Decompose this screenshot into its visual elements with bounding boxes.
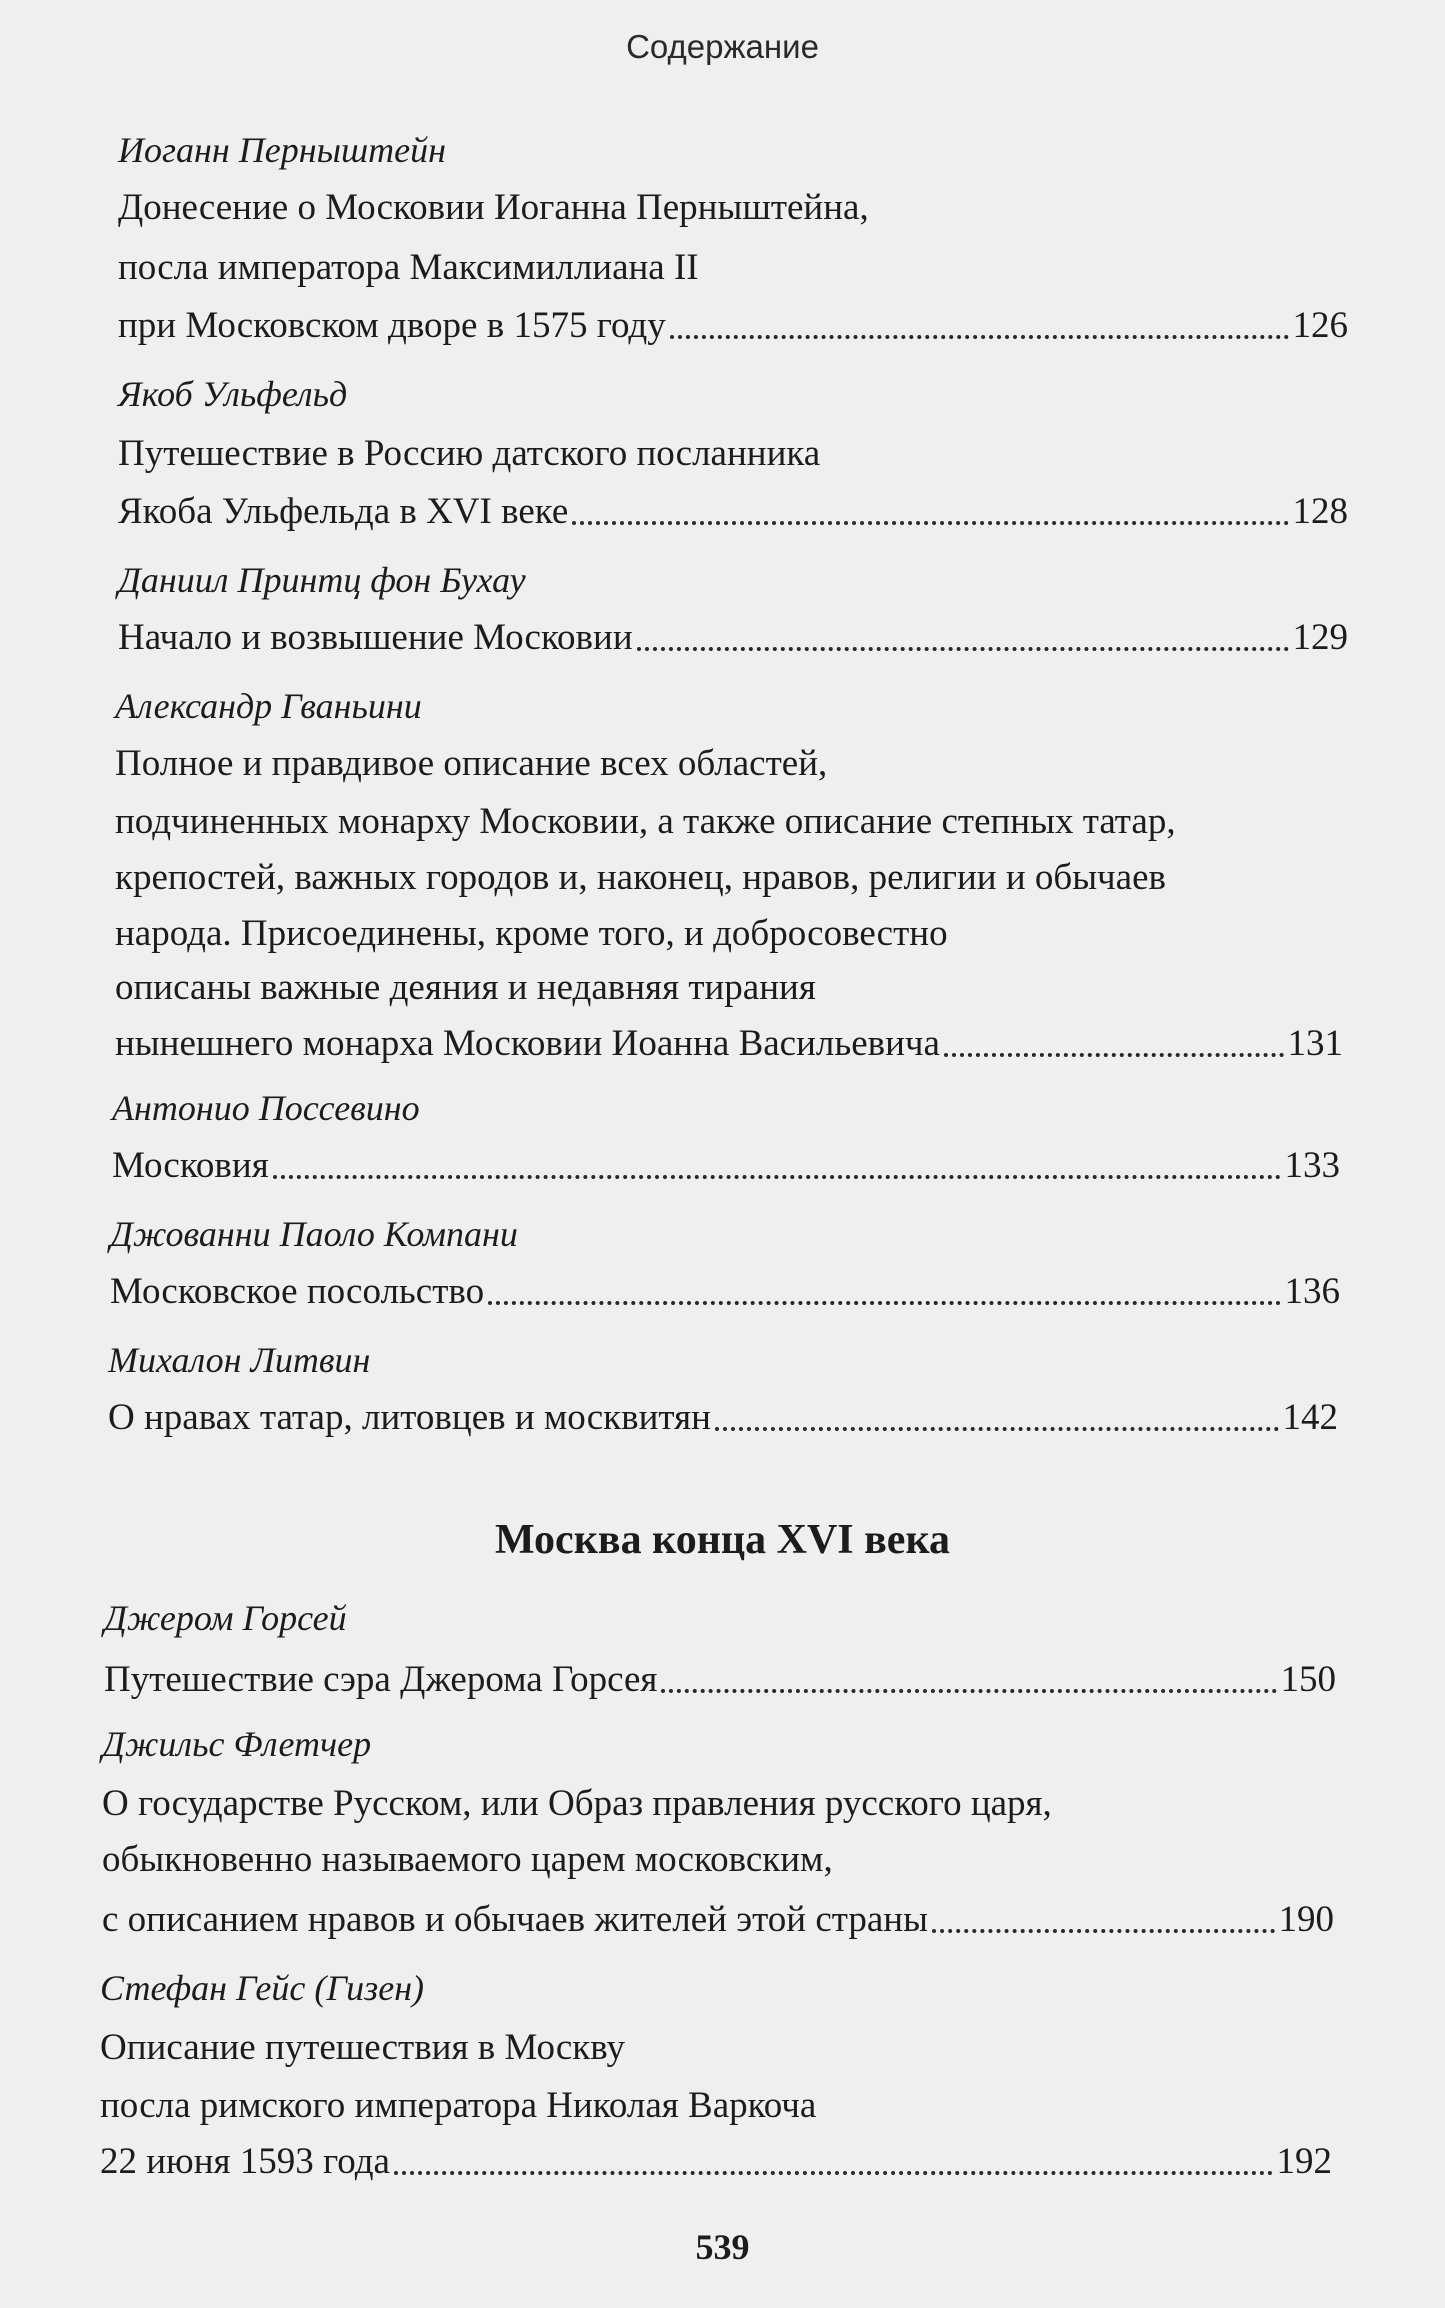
toc-entry: [118, 490, 1348, 534]
toc-title-line: при Московском дворе в 1575 году: [118, 305, 666, 346]
toc-entry: [115, 1022, 1343, 1066]
toc-title-line: О государстве Русском, или Образ правления русского царя,: [102, 1783, 1052, 1824]
toc-author: Александр Гваньини: [115, 686, 422, 726]
page-number: 539: [695, 2227, 750, 2267]
toc-title-line: обыкновенно называемого царем московским,: [102, 1839, 833, 1880]
toc-entry: [102, 1898, 1334, 1942]
toc-title-line: с описанием нравов и обычаев жителей этой страны: [102, 1899, 928, 1940]
section-heading: Москва конца XVI века: [494, 1517, 951, 1563]
toc-page-number: 126: [1292, 305, 1348, 346]
toc-title-line: крепостей, важных городов и, наконец, нравов, религии и обычаев: [115, 857, 1166, 898]
toc-entry: [118, 304, 1348, 348]
toc-author: Антонио Поссевино: [112, 1088, 420, 1128]
toc-page-number: 133: [1284, 1145, 1340, 1186]
toc-page-number: 128: [1292, 491, 1348, 532]
toc-author: Якоб Ульфельд: [118, 374, 348, 414]
toc-author: Даниил Принтц фон Бухау: [118, 560, 526, 600]
toc-title-line: посла императора Максимиллиана II: [118, 247, 699, 288]
toc-title-line: Начало и возвышение Московии: [118, 617, 633, 658]
dot-leader: [273, 1175, 1281, 1179]
toc-title-line: Путешествие сэра Джерома Горсея: [104, 1659, 658, 1700]
dot-leader: [572, 521, 1288, 525]
toc-entry: [100, 2140, 1332, 2184]
dot-leader: [488, 1301, 1280, 1305]
toc-title-line: 22 июня 1593 года: [100, 2141, 390, 2182]
toc-page-number: 150: [1280, 1659, 1336, 1700]
toc-title-line: нынешнего монарха Московии Иоанна Васильевича: [115, 1023, 940, 1064]
toc-title-line: Московское посольство: [110, 1271, 485, 1312]
toc-page-number: 131: [1287, 1023, 1343, 1064]
toc-author: Иоганн Перныштейн: [118, 130, 446, 170]
toc-page-number: 190: [1278, 1899, 1334, 1940]
toc-title-line: Московия: [112, 1145, 269, 1186]
toc-author: Михалон Литвин: [108, 1340, 371, 1380]
dot-leader: [715, 1427, 1279, 1431]
dot-leader: [932, 1929, 1275, 1933]
toc-author: Стефан Гейс (Гизен): [100, 1968, 425, 2008]
toc-title-line: Донесение о Московии Иоганна Перныштейна,: [118, 187, 869, 228]
toc-title-line: Полное и правдивое описание всех областей,: [115, 743, 828, 784]
toc-title-line: Якоба Ульфельда в XVI веке: [118, 491, 569, 532]
toc-entry: [104, 1658, 1336, 1702]
toc-page-number: 129: [1292, 617, 1348, 658]
dot-leader: [394, 2171, 1273, 2175]
running-header: Содержание: [626, 28, 819, 65]
toc-title-line: подчиненных монарху Московии, а также описание степных татар,: [115, 801, 1176, 842]
toc-author: Джильс Флетчер: [102, 1724, 372, 1764]
toc-entry: [108, 1396, 1338, 1440]
toc-title-line: Путешествие в Россию датского посланника: [118, 433, 821, 474]
toc-author: Джером Горсей: [104, 1598, 347, 1638]
toc-title-line: Описание путешествия в Москву: [100, 2027, 625, 2068]
dot-leader: [944, 1053, 1284, 1057]
toc-entry: [118, 616, 1348, 660]
toc-author: Джованни Паоло Компани: [110, 1214, 518, 1254]
toc-entry: [110, 1270, 1340, 1314]
dot-leader: [661, 1689, 1276, 1693]
toc-title-line: О нравах татар, литовцев и москвитян: [108, 1397, 711, 1438]
dot-leader: [637, 647, 1289, 651]
toc-title-line: описаны важные деяния и недавняя тирания: [115, 967, 816, 1008]
dot-leader: [670, 335, 1289, 339]
toc-title-line: посла римского императора Николая Варкоча: [100, 2085, 817, 2126]
toc-page-number: 136: [1284, 1271, 1340, 1312]
toc-entry: [112, 1144, 1340, 1188]
toc-page-number: 192: [1276, 2141, 1332, 2182]
toc-page-number: 142: [1282, 1397, 1338, 1438]
toc-title-line: народа. Присоединены, кроме того, и добросовестно: [115, 913, 948, 954]
